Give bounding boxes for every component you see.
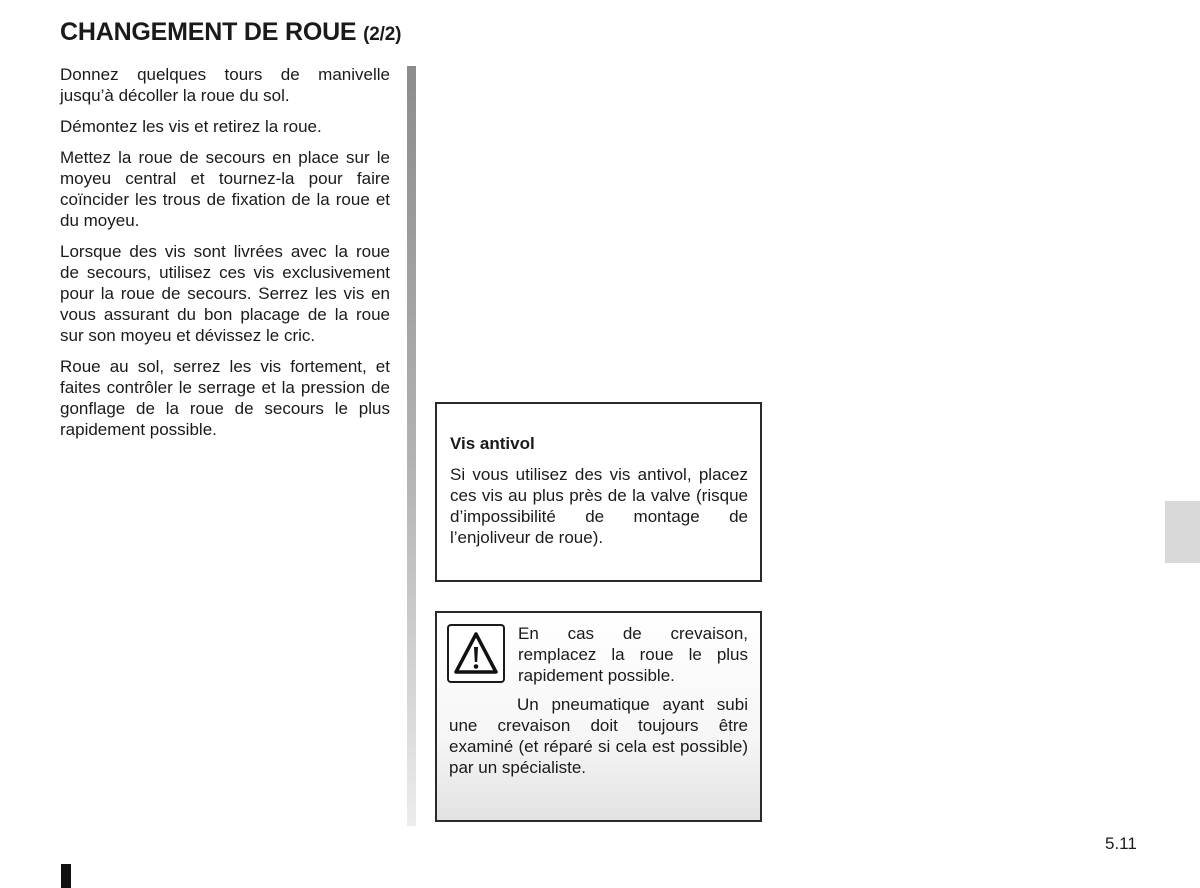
instruction-paragraph: Roue au sol, serrez les vis fortement, et faites contrôler le serrage et la pression de gonflage de la roue de secours le plus rapidement possible.	[60, 357, 390, 439]
antivol-text: Si vous utilisez des vis antivol, placez ces vis au plus près de la valve (risque d’impossibilité de montage de l’enjoliveur de roue).	[450, 465, 748, 547]
warning-text-2: Un pneumatique ayant subi une crevaison doit toujours être examiné (et réparé si cela est possible) par un spécialiste.	[449, 695, 748, 777]
warning-box	[435, 611, 762, 822]
warning-triangle-icon	[447, 624, 505, 683]
warning-text-1: En cas de crevaison, remplacez la roue le plus rapidement possible.	[518, 624, 748, 685]
instructions-column	[60, 64, 390, 450]
instruction-paragraph: Donnez quelques tours de manivelle jusqu’à décoller la roue du sol.	[60, 65, 390, 105]
page-title-text: CHANGEMENT DE ROUE	[60, 18, 357, 46]
chapter-tab	[1165, 501, 1200, 563]
instruction-paragraph: Démontez les vis et retirez la roue.	[60, 117, 322, 136]
page-title	[60, 18, 401, 47]
instruction-paragraph: Mettez la roue de secours en place sur le moyeu central et tournez-la pour faire coïncider les trous de fixation de la roue et du moyeu.	[60, 148, 390, 230]
column-divider	[407, 66, 416, 826]
page-title-part: (2/2)	[363, 24, 402, 45]
antivol-heading: Vis antivol	[450, 434, 535, 453]
crop-mark	[61, 864, 71, 888]
page-number: 5.11	[1105, 834, 1137, 853]
instruction-paragraph: Lorsque des vis sont livrées avec la roue de secours, utilisez ces vis exclusivement pour la roue de secours. Serrez les vis en vous assurant du bon placage de la roue sur son moyeu et dévissez le cric.	[60, 242, 390, 345]
antivol-note-box	[435, 402, 762, 582]
